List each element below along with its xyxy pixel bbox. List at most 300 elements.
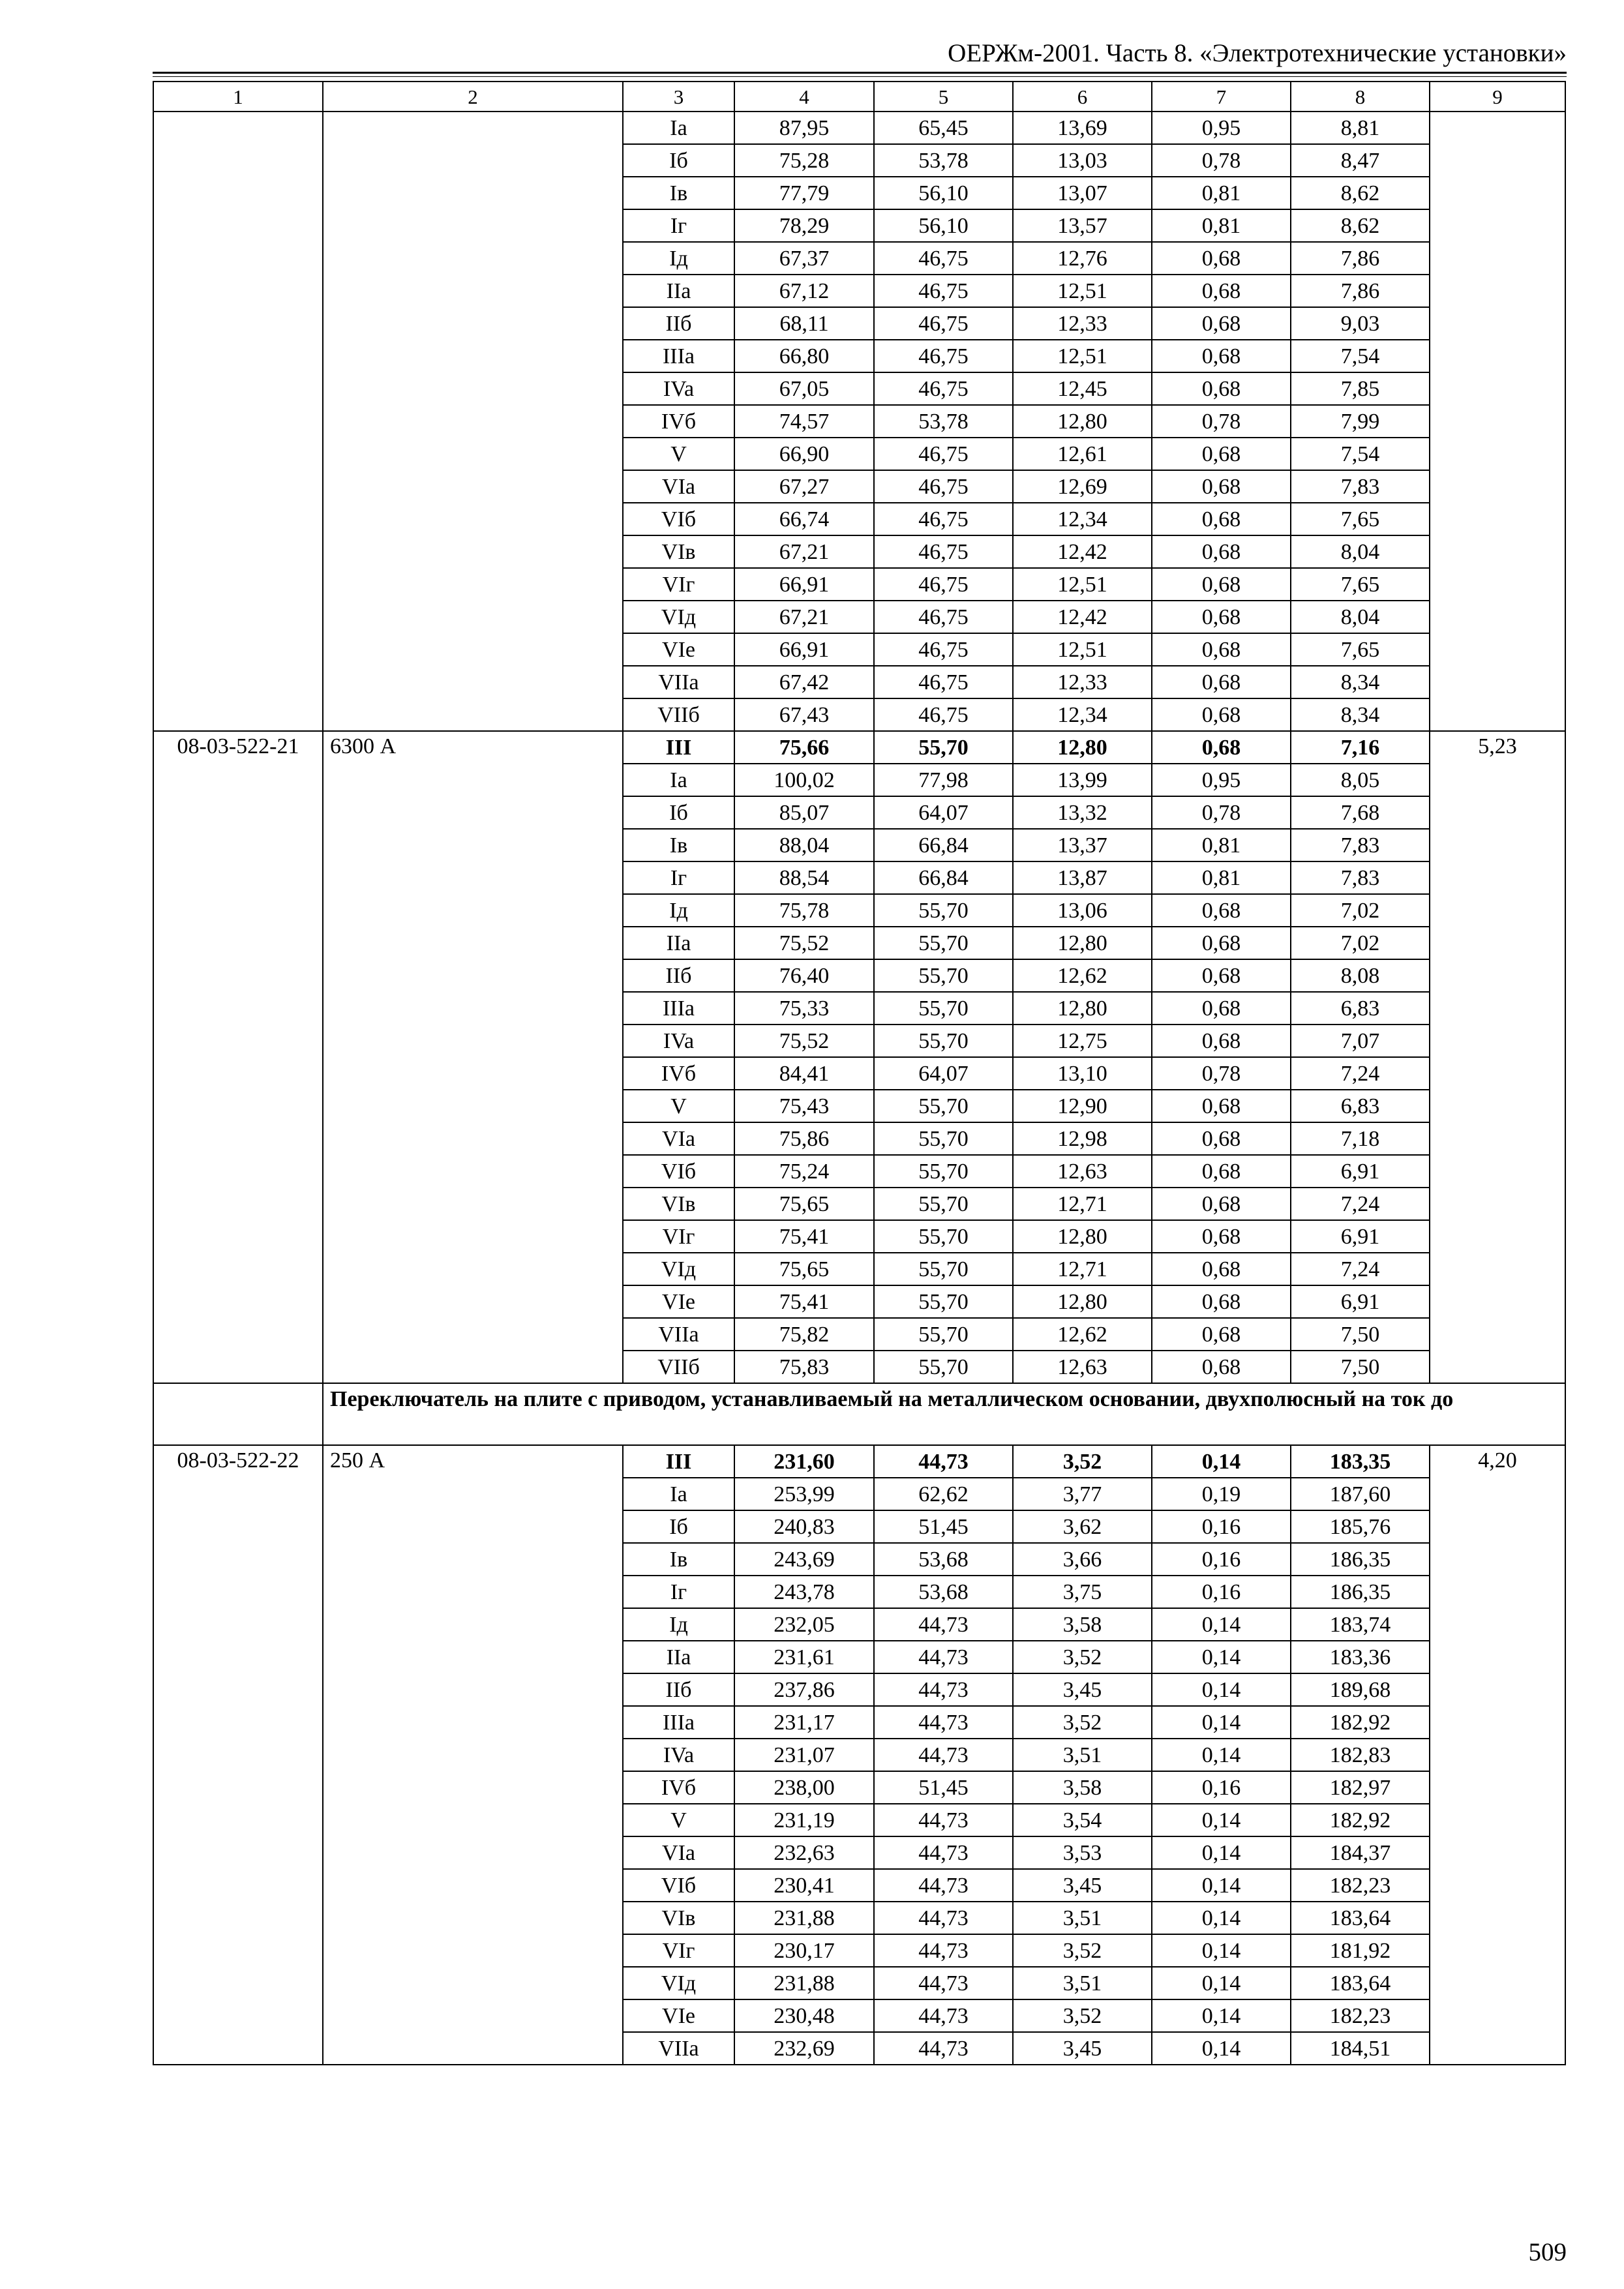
cell-variant: IIa: [623, 1641, 734, 1673]
cell-machines: 12,42: [1013, 535, 1152, 568]
cell-variant: VIe: [623, 633, 734, 666]
cell-variant: VIб: [623, 1155, 734, 1188]
cell-code: [153, 1383, 323, 1445]
cell-variant: VIIa: [623, 666, 734, 698]
cell-materials: 7,50: [1291, 1351, 1430, 1383]
cell-machines: 12,61: [1013, 438, 1152, 470]
column-header: 7: [1152, 82, 1291, 112]
cell-machines: 12,76: [1013, 242, 1152, 275]
cell-materials: 6,83: [1291, 992, 1430, 1025]
cell-labor: 55,70: [874, 1122, 1013, 1155]
cell-variant: III: [623, 1445, 734, 1478]
cell-total: 230,17: [734, 1934, 874, 1967]
cell-machinist-wage: 0,68: [1152, 927, 1291, 959]
cell-labor: 55,70: [874, 1253, 1013, 1285]
cell-machinist-wage: 0,16: [1152, 1543, 1291, 1576]
cell-variant: VIг: [623, 1934, 734, 1967]
cell-machinist-wage: 0,95: [1152, 112, 1291, 144]
cell-labor: 46,75: [874, 503, 1013, 535]
cell-total: 84,41: [734, 1057, 874, 1090]
cell-labor: 46,75: [874, 438, 1013, 470]
cell-total: 231,17: [734, 1706, 874, 1739]
cell-total: 75,65: [734, 1253, 874, 1285]
section-row: [153, 1383, 1565, 1445]
cell-machinist-wage: 0,95: [1152, 764, 1291, 796]
cell-total: 75,66: [734, 731, 874, 764]
cell-total: 253,99: [734, 1478, 874, 1510]
cell-total: 230,41: [734, 1869, 874, 1902]
cell-machinist-wage: 0,68: [1152, 372, 1291, 405]
cell-materials: 186,35: [1291, 1543, 1430, 1576]
cell-machinist-wage: 0,68: [1152, 1155, 1291, 1188]
cell-machinist-wage: 0,68: [1152, 503, 1291, 535]
cell-total: 237,86: [734, 1673, 874, 1706]
cell-total: 75,52: [734, 1025, 874, 1057]
cell-total: 75,24: [734, 1155, 874, 1188]
cell-materials: 7,83: [1291, 470, 1430, 503]
cell-variant: Iв: [623, 177, 734, 209]
cell-code: 08-03-522-22: [153, 1445, 323, 2065]
cell-total: 68,11: [734, 307, 874, 340]
cell-machines: 3,52: [1013, 1999, 1152, 2032]
cell-materials: 6,91: [1291, 1285, 1430, 1318]
cell-materials: 185,76: [1291, 1510, 1430, 1543]
cell-machines: 3,58: [1013, 1608, 1152, 1641]
cell-labor: 46,75: [874, 568, 1013, 601]
cell-machinist-wage: 0,78: [1152, 796, 1291, 829]
cell-total: 75,78: [734, 894, 874, 927]
column-header: 4: [734, 82, 874, 112]
cell-machinist-wage: 0,68: [1152, 307, 1291, 340]
cell-machines: 13,99: [1013, 764, 1152, 796]
cell-labor: 46,75: [874, 633, 1013, 666]
cell-machinist-wage: 0,19: [1152, 1478, 1291, 1510]
cell-total: 66,91: [734, 633, 874, 666]
cell-total: 231,61: [734, 1641, 874, 1673]
cell-materials: 8,04: [1291, 535, 1430, 568]
cell-labor: 46,75: [874, 242, 1013, 275]
cell-total: 78,29: [734, 209, 874, 242]
cell-total: 231,19: [734, 1804, 874, 1836]
cell-total: 243,69: [734, 1543, 874, 1576]
cell-total: 85,07: [734, 796, 874, 829]
cell-variant: IIIa: [623, 992, 734, 1025]
cell-labor: 44,73: [874, 1608, 1013, 1641]
cell-name: 250 А: [323, 1445, 623, 2065]
cell-materials: 7,02: [1291, 894, 1430, 927]
cell-materials: 8,81: [1291, 112, 1430, 144]
cell-materials: 8,04: [1291, 601, 1430, 633]
header-rule: [153, 72, 1567, 74]
cell-machines: 12,90: [1013, 1090, 1152, 1122]
column-header: 1: [153, 82, 323, 112]
column-header: 5: [874, 82, 1013, 112]
cell-variant: VIa: [623, 1122, 734, 1155]
cell-labor: 46,75: [874, 666, 1013, 698]
cell-variant: VIд: [623, 1253, 734, 1285]
cell-machines: 13,06: [1013, 894, 1152, 927]
cell-total: 67,43: [734, 698, 874, 731]
cell-total: 77,79: [734, 177, 874, 209]
cell-machinist-wage: 0,14: [1152, 1869, 1291, 1902]
cell-variant: VIд: [623, 601, 734, 633]
cell-labor: 44,73: [874, 1673, 1013, 1706]
cell-total: 231,07: [734, 1739, 874, 1771]
cell-labor: 44,73: [874, 1836, 1013, 1869]
cell-materials: 183,64: [1291, 1967, 1430, 1999]
cell-machines: 3,66: [1013, 1543, 1152, 1576]
cell-machinist-wage: 0,68: [1152, 894, 1291, 927]
cell-labor: 55,70: [874, 1025, 1013, 1057]
cell-labor: 44,73: [874, 1999, 1013, 2032]
cell-machines: 13,10: [1013, 1057, 1152, 1090]
cell-machines: 12,80: [1013, 1285, 1152, 1318]
cell-machinist-wage: 0,68: [1152, 1253, 1291, 1285]
cell-machines: 12,62: [1013, 959, 1152, 992]
cell-machines: 12,33: [1013, 307, 1152, 340]
cell-machines: 12,80: [1013, 405, 1152, 438]
cell-machinist-wage: 0,14: [1152, 1608, 1291, 1641]
cell-variant: Ia: [623, 1478, 734, 1510]
cell-machines: 12,80: [1013, 731, 1152, 764]
cell-total: 75,43: [734, 1090, 874, 1122]
cell-machinist-wage: 0,14: [1152, 1934, 1291, 1967]
cell-materials: 184,51: [1291, 2032, 1430, 2065]
cell-name: [323, 112, 623, 731]
cell-variant: Iг: [623, 209, 734, 242]
cell-machines: 12,80: [1013, 927, 1152, 959]
cell-materials: 9,03: [1291, 307, 1430, 340]
cell-labor: 51,45: [874, 1771, 1013, 1804]
cell-machines: 12,51: [1013, 633, 1152, 666]
cell-machinist-wage: 0,16: [1152, 1771, 1291, 1804]
cell-variant: III: [623, 731, 734, 764]
cell-machines: 12,45: [1013, 372, 1152, 405]
cell-machines: 13,07: [1013, 177, 1152, 209]
cell-materials: 7,68: [1291, 796, 1430, 829]
cell-materials: 7,18: [1291, 1122, 1430, 1155]
cell-machinist-wage: 0,78: [1152, 1057, 1291, 1090]
cell-labor: 55,70: [874, 992, 1013, 1025]
cell-materials: 7,07: [1291, 1025, 1430, 1057]
cell-machinist-wage: 0,68: [1152, 992, 1291, 1025]
cell-machines: 12,69: [1013, 470, 1152, 503]
cell-machinist-wage: 0,81: [1152, 829, 1291, 861]
cell-labor: 44,73: [874, 1739, 1013, 1771]
cell-variant: VIг: [623, 568, 734, 601]
cell-labor: 56,10: [874, 177, 1013, 209]
cell-labor: 46,75: [874, 698, 1013, 731]
cell-materials: 187,60: [1291, 1478, 1430, 1510]
cell-labor: 65,45: [874, 112, 1013, 144]
cell-labor: 55,70: [874, 1318, 1013, 1351]
cell-labor: 64,07: [874, 1057, 1013, 1090]
cell-materials: 182,23: [1291, 1869, 1430, 1902]
cell-machinist-wage: 0,68: [1152, 242, 1291, 275]
cell-variant: Iд: [623, 894, 734, 927]
cell-variant: IVб: [623, 1771, 734, 1804]
column-header: 3: [623, 82, 734, 112]
cell-variant: VIe: [623, 1999, 734, 2032]
cell-variant: IVa: [623, 372, 734, 405]
cell-machinist-wage: 0,68: [1152, 1090, 1291, 1122]
cell-machines: 3,53: [1013, 1836, 1152, 1869]
cell-variant: IIIa: [623, 340, 734, 372]
cell-labor: 44,73: [874, 1967, 1013, 1999]
cell-variant: Iг: [623, 1576, 734, 1608]
cell-total: 75,28: [734, 144, 874, 177]
cell-materials: 7,99: [1291, 405, 1430, 438]
cell-machines: 12,71: [1013, 1253, 1152, 1285]
cell-machines: 3,51: [1013, 1967, 1152, 1999]
column-header: 2: [323, 82, 623, 112]
cell-total: 231,60: [734, 1445, 874, 1478]
cell-labor: 46,75: [874, 372, 1013, 405]
cell-machinist-wage: 0,81: [1152, 209, 1291, 242]
cell-labor: 55,70: [874, 959, 1013, 992]
cell-labor: 77,98: [874, 764, 1013, 796]
cell-labor: 51,45: [874, 1510, 1013, 1543]
cell-total: 100,02: [734, 764, 874, 796]
cell-code: 08-03-522-21: [153, 731, 323, 1383]
cell-machinist-wage: 0,68: [1152, 633, 1291, 666]
cell-labor: 53,78: [874, 405, 1013, 438]
cell-materials: 7,16: [1291, 731, 1430, 764]
cell-variant: VIд: [623, 1967, 734, 1999]
cell-machines: 3,45: [1013, 2032, 1152, 2065]
cell-machinist-wage: 0,68: [1152, 1318, 1291, 1351]
cell-total: 238,00: [734, 1771, 874, 1804]
cell-materials: 182,92: [1291, 1804, 1430, 1836]
cell-variant: IIб: [623, 959, 734, 992]
table-body: [153, 82, 1565, 2065]
cell-labor: 55,70: [874, 1155, 1013, 1188]
cell-variant: VIIб: [623, 1351, 734, 1383]
cell-materials: 7,24: [1291, 1188, 1430, 1220]
cell-total: 67,05: [734, 372, 874, 405]
cell-materials: 7,54: [1291, 340, 1430, 372]
cell-machinist-wage: 0,68: [1152, 1351, 1291, 1383]
cell-materials: 8,47: [1291, 144, 1430, 177]
cell-variant: IIIa: [623, 1706, 734, 1739]
cell-materials: 182,83: [1291, 1739, 1430, 1771]
cell-machinist-wage: 0,68: [1152, 470, 1291, 503]
cell-machines: 3,54: [1013, 1804, 1152, 1836]
cell-variant: IIa: [623, 275, 734, 307]
cell-total: 75,65: [734, 1188, 874, 1220]
cell-total: 243,78: [734, 1576, 874, 1608]
cell-variant: VIIa: [623, 1318, 734, 1351]
cell-materials: 7,24: [1291, 1253, 1430, 1285]
cell-machines: 13,87: [1013, 861, 1152, 894]
cell-machinist-wage: 0,68: [1152, 731, 1291, 764]
cell-machines: 12,33: [1013, 666, 1152, 698]
cell-labor: 44,73: [874, 1869, 1013, 1902]
cell-variant: IIб: [623, 307, 734, 340]
cell-machinist-wage: 0,14: [1152, 1445, 1291, 1478]
cell-machinist-wage: 0,68: [1152, 438, 1291, 470]
cell-variant: VIa: [623, 470, 734, 503]
cell-total: 88,54: [734, 861, 874, 894]
cell-total: 75,52: [734, 927, 874, 959]
cell-machines: 13,32: [1013, 796, 1152, 829]
cell-labor: 55,70: [874, 1285, 1013, 1318]
cell-col9: 4,20: [1430, 1445, 1565, 2065]
cell-variant: Iб: [623, 144, 734, 177]
cell-variant: VIIa: [623, 2032, 734, 2065]
cell-variant: Iд: [623, 1608, 734, 1641]
cell-machines: 3,52: [1013, 1641, 1152, 1673]
cell-labor: 55,70: [874, 927, 1013, 959]
cell-machines: 12,75: [1013, 1025, 1152, 1057]
cell-variant: Iв: [623, 829, 734, 861]
cell-variant: IIб: [623, 1673, 734, 1706]
cell-machinist-wage: 0,68: [1152, 275, 1291, 307]
cell-machinist-wage: 0,68: [1152, 535, 1291, 568]
cell-materials: 7,24: [1291, 1057, 1430, 1090]
cell-variant: Iв: [623, 1543, 734, 1576]
cell-labor: 53,68: [874, 1576, 1013, 1608]
cell-machinist-wage: 0,14: [1152, 1902, 1291, 1934]
cell-total: 75,82: [734, 1318, 874, 1351]
cell-machinist-wage: 0,68: [1152, 666, 1291, 698]
cell-machinist-wage: 0,68: [1152, 1122, 1291, 1155]
cell-labor: 44,73: [874, 1804, 1013, 1836]
cell-labor: 46,75: [874, 275, 1013, 307]
cell-labor: 55,70: [874, 1188, 1013, 1220]
cell-total: 87,95: [734, 112, 874, 144]
cell-machines: 13,03: [1013, 144, 1152, 177]
cell-materials: 6,91: [1291, 1155, 1430, 1188]
cell-machinist-wage: 0,16: [1152, 1510, 1291, 1543]
cell-total: 67,21: [734, 535, 874, 568]
cell-materials: 184,37: [1291, 1836, 1430, 1869]
cell-machines: 12,80: [1013, 1220, 1152, 1253]
cell-materials: 7,65: [1291, 568, 1430, 601]
cell-machinist-wage: 0,14: [1152, 1673, 1291, 1706]
cell-labor: 55,70: [874, 1090, 1013, 1122]
cell-variant: IIa: [623, 927, 734, 959]
cell-machines: 3,52: [1013, 1934, 1152, 1967]
cell-machines: 12,34: [1013, 503, 1152, 535]
cell-total: 232,69: [734, 2032, 874, 2065]
cell-machines: 3,62: [1013, 1510, 1152, 1543]
cell-materials: 7,85: [1291, 372, 1430, 405]
cell-machines: 3,58: [1013, 1771, 1152, 1804]
cell-materials: 186,35: [1291, 1576, 1430, 1608]
cell-variant: VIг: [623, 1220, 734, 1253]
page-number: 509: [1528, 2238, 1567, 2266]
cell-machines: 3,52: [1013, 1706, 1152, 1739]
cell-materials: 6,83: [1291, 1090, 1430, 1122]
cell-total: 231,88: [734, 1902, 874, 1934]
cell-total: 67,21: [734, 601, 874, 633]
cell-materials: 7,65: [1291, 633, 1430, 666]
cell-materials: 181,92: [1291, 1934, 1430, 1967]
cell-materials: 7,50: [1291, 1318, 1430, 1351]
cell-machines: 3,45: [1013, 1869, 1152, 1902]
cell-machines: 12,71: [1013, 1188, 1152, 1220]
cell-materials: 182,23: [1291, 1999, 1430, 2032]
cell-total: 230,48: [734, 1999, 874, 2032]
cell-machinist-wage: 0,68: [1152, 959, 1291, 992]
cell-materials: 7,54: [1291, 438, 1430, 470]
cell-materials: 7,83: [1291, 829, 1430, 861]
cell-machinist-wage: 0,14: [1152, 1739, 1291, 1771]
cell-materials: 7,83: [1291, 861, 1430, 894]
cell-total: 232,05: [734, 1608, 874, 1641]
cell-total: 66,91: [734, 568, 874, 601]
cell-materials: 182,97: [1291, 1771, 1430, 1804]
cell-materials: 8,62: [1291, 177, 1430, 209]
cell-variant: Ia: [623, 764, 734, 796]
cell-machinist-wage: 0,68: [1152, 1025, 1291, 1057]
cell-machines: 3,45: [1013, 1673, 1152, 1706]
cell-total: 76,40: [734, 959, 874, 992]
cell-machines: 12,34: [1013, 698, 1152, 731]
cell-machinist-wage: 0,68: [1152, 1188, 1291, 1220]
cell-variant: Iд: [623, 242, 734, 275]
cell-machines: 12,63: [1013, 1155, 1152, 1188]
cell-machinist-wage: 0,14: [1152, 1967, 1291, 1999]
cell-labor: 66,84: [874, 861, 1013, 894]
cell-machines: 12,98: [1013, 1122, 1152, 1155]
cell-variant: Iб: [623, 796, 734, 829]
cell-labor: 46,75: [874, 340, 1013, 372]
cell-variant: VIв: [623, 1188, 734, 1220]
cell-labor: 53,68: [874, 1543, 1013, 1576]
cell-labor: 44,73: [874, 1641, 1013, 1673]
cell-machines: 12,63: [1013, 1351, 1152, 1383]
cell-col9: [1430, 112, 1565, 731]
cell-variant: Iб: [623, 1510, 734, 1543]
cell-machinist-wage: 0,14: [1152, 2032, 1291, 2065]
cell-name: 6300 А: [323, 731, 623, 1383]
column-header: 6: [1013, 82, 1152, 112]
cell-variant: VIб: [623, 503, 734, 535]
cell-machines: 12,51: [1013, 340, 1152, 372]
cell-total: 66,90: [734, 438, 874, 470]
cell-labor: 53,78: [874, 144, 1013, 177]
cell-labor: 44,73: [874, 2032, 1013, 2065]
cell-labor: 62,62: [874, 1478, 1013, 1510]
cell-machines: 3,75: [1013, 1576, 1152, 1608]
cell-machines: 12,51: [1013, 275, 1152, 307]
cell-materials: 183,35: [1291, 1445, 1430, 1478]
cell-variant: V: [623, 438, 734, 470]
cell-machinist-wage: 0,68: [1152, 1220, 1291, 1253]
cell-labor: 55,70: [874, 894, 1013, 927]
cell-variant: VIв: [623, 535, 734, 568]
cell-materials: 183,36: [1291, 1641, 1430, 1673]
cell-total: 67,42: [734, 666, 874, 698]
cell-materials: 182,92: [1291, 1706, 1430, 1739]
cell-labor: 56,10: [874, 209, 1013, 242]
cell-total: 75,41: [734, 1285, 874, 1318]
cell-machinist-wage: 0,14: [1152, 1999, 1291, 2032]
cell-labor: 44,73: [874, 1706, 1013, 1739]
cell-variant: IVб: [623, 1057, 734, 1090]
cell-machinist-wage: 0,81: [1152, 861, 1291, 894]
cell-total: 67,27: [734, 470, 874, 503]
cell-total: 75,41: [734, 1220, 874, 1253]
cell-machinist-wage: 0,68: [1152, 698, 1291, 731]
cell-machinist-wage: 0,68: [1152, 568, 1291, 601]
cell-machinist-wage: 0,68: [1152, 340, 1291, 372]
cell-variant: VIIб: [623, 698, 734, 731]
cell-labor: 66,84: [874, 829, 1013, 861]
cell-materials: 189,68: [1291, 1673, 1430, 1706]
